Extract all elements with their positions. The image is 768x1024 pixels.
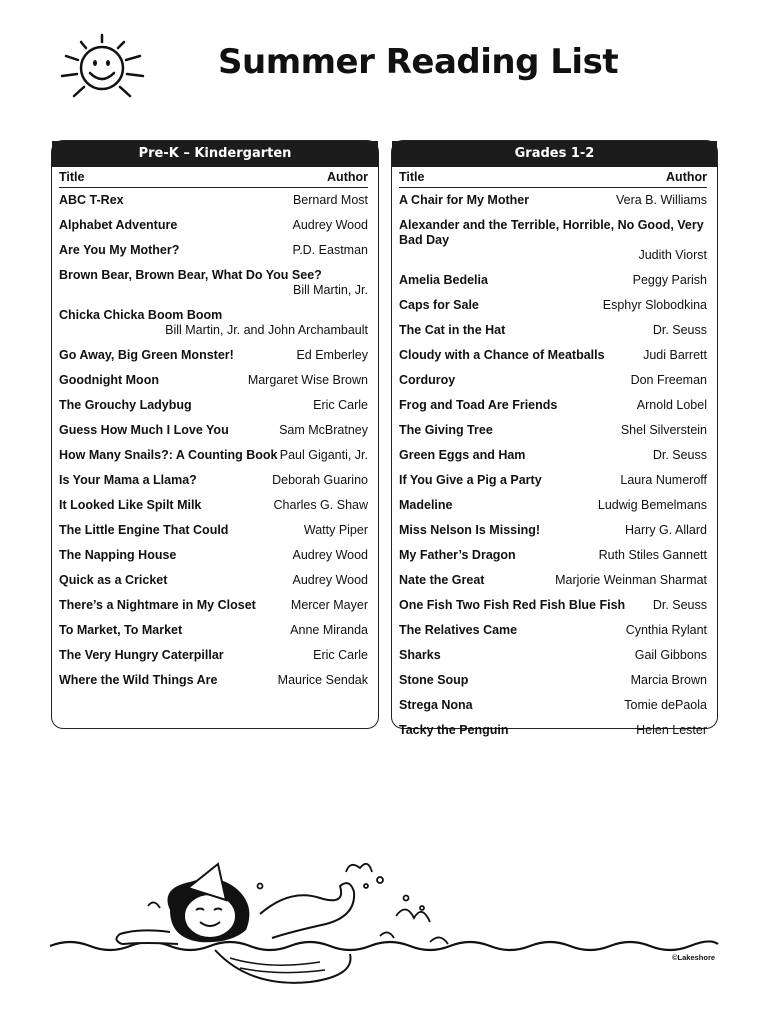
book-title: Green Eggs and Ham [399,448,526,462]
book-title: Frog and Toad Are Friends [399,398,558,412]
section-heading: Pre-K – Kindergarten [52,141,378,167]
book-author: Harry G. Allard [625,523,707,537]
book-row [399,668,707,693]
book-author: Dr. Seuss [652,598,707,612]
book-title: The Cat in the Hat [399,323,506,337]
book-title: My Father’s Dragon [399,548,516,562]
book-row [399,368,707,393]
book-row [59,643,368,668]
book-title: The Grouchy Ladybug [59,398,192,412]
book-author: Watty Piper [303,523,368,537]
book-title: A Chair for My Mother [399,193,530,207]
book-title: One Fish Two Fish Red Fish Blue Fish [399,598,626,612]
book-title: Cloudy with a Chance of Meatballs [399,348,605,362]
book-author: Peggy Parish [632,273,707,287]
book-author: Vera B. Williams [616,193,707,207]
book-row [59,568,368,593]
book-author: Eric Carle [313,648,368,662]
book-author: Ludwig Bemelmans [597,498,707,512]
book-author: Sam McBratney [279,423,368,437]
book-author: Audrey Wood [292,548,368,562]
book-row [59,368,368,393]
book-row [399,568,707,593]
book-author: Ed Emberley [296,348,368,362]
book-title: Nate the Great [399,573,485,587]
book-row [399,418,707,443]
book-author: Cynthia Rylant [625,623,707,637]
book-title: It Looked Like Spilt Milk [59,498,202,512]
book-author: Marcia Brown [630,673,707,687]
book-title: Stone Soup [399,673,469,687]
book-row [59,493,368,518]
book-row [59,263,368,303]
author-column-header: Author [327,170,368,184]
book-title: Corduroy [399,373,456,387]
book-title: There’s a Nightmare in My Closet [59,598,256,612]
book-author: Maurice Sendak [277,673,368,687]
book-title: If You Give a Pig a Party [399,473,542,487]
book-author: Anne Miranda [290,623,368,637]
book-title: Caps for Sale [399,298,479,312]
column-headers [59,169,368,188]
book-row [399,293,707,318]
book-title: Strega Nona [399,698,473,712]
book-row [399,443,707,468]
book-title: The Giving Tree [399,423,493,437]
book-row [399,493,707,518]
book-row [399,718,707,743]
book-author: Bill Martin, Jr. and John Archambault [165,323,368,337]
book-author: Arnold Lobel [636,398,707,412]
book-row [399,343,707,368]
book-author: Audrey Wood [292,218,368,232]
book-author: Helen Lester [636,723,707,737]
book-title: The Very Hungry Caterpillar [59,648,224,662]
book-row [59,238,368,263]
column-headers [399,169,707,188]
book-author: Paul Giganti, Jr. [279,448,368,462]
book-row [399,518,707,543]
book-title: Are You My Mother? [59,243,180,257]
book-author: Gail Gibbons [634,648,707,662]
book-list [59,188,368,693]
book-author: Bill Martin, Jr. [292,283,368,297]
swimming-child-illustration [50,858,720,988]
page-title: Summer Reading List [218,42,619,82]
book-author: Audrey Wood [292,573,368,587]
book-row [59,443,368,468]
book-row [399,318,707,343]
book-row [59,618,368,643]
book-title: Quick as a Cricket [59,573,168,587]
book-author: Judi Barrett [643,348,707,362]
book-title: The Little Engine That Could [59,523,229,537]
book-author: Ruth Stiles Gannett [598,548,707,562]
book-title: Sharks [399,648,441,662]
book-row [399,693,707,718]
book-title: Goodnight Moon [59,373,159,387]
book-title: How Many Snails?: A Counting Book [59,448,278,462]
prek-kindergarten-panel [51,140,379,729]
book-title: ABC T-Rex [59,193,124,207]
book-title: Amelia Bedelia [399,273,488,287]
section-heading: Grades 1-2 [392,141,717,167]
book-title: Where the Wild Things Are [59,673,218,687]
book-row [399,593,707,618]
book-row [399,188,707,213]
book-row [59,468,368,493]
book-author: Marjorie Weinman Sharmat [555,573,707,587]
book-row [399,213,707,268]
book-author: Bernard Most [292,193,368,207]
book-author: Margaret Wise Brown [247,373,368,387]
book-row [59,543,368,568]
book-title: Brown Bear, Brown Bear, What Do You See? [59,268,322,282]
book-author: P.D. Eastman [292,243,368,257]
book-title: The Napping House [59,548,177,562]
book-row [59,188,368,213]
book-row [59,518,368,543]
book-author: Deborah Guarino [272,473,368,487]
book-title: Miss Nelson Is Missing! [399,523,541,537]
book-author: Charles G. Shaw [273,498,368,512]
book-row [399,543,707,568]
book-row [399,618,707,643]
book-title: Madeline [399,498,453,512]
title-column-header: Title [399,170,425,184]
book-author: Judith Viorst [638,248,707,262]
book-title: Is Your Mama a Llama? [59,473,197,487]
book-author: Esphyr Slobodkina [602,298,707,312]
title-column-header: Title [59,170,85,184]
book-row [399,268,707,293]
book-row [59,418,368,443]
book-title: Alexander and the Terrible, Horrible, No Good, Very Bad Day [399,218,704,247]
book-author: Dr. Seuss [652,323,707,337]
book-author: Tomie dePaola [624,698,707,712]
book-author: Dr. Seuss [652,448,707,462]
book-row [59,343,368,368]
author-column-header: Author [666,170,707,184]
book-list [399,188,707,743]
book-author: Don Freeman [630,373,707,387]
book-title: Tacky the Penguin [399,723,509,737]
book-title: Alphabet Adventure [59,218,178,232]
book-row [399,468,707,493]
grades-1-2-panel [391,140,718,737]
book-row [59,393,368,418]
book-author: Laura Numeroff [620,473,707,487]
book-author: Shel Silverstein [620,423,707,437]
book-title: Go Away, Big Green Monster! [59,348,234,362]
book-title: To Market, To Market [59,623,183,637]
book-author: Mercer Mayer [290,598,368,612]
book-title: The Relatives Came [399,623,518,637]
book-row [59,213,368,238]
book-row [59,668,368,693]
book-title: Chicka Chicka Boom Boom [59,308,223,322]
book-row [59,303,368,343]
book-row [399,643,707,668]
copyright-notice: ©Lakeshore [672,953,716,962]
smiling-sun-icon [56,34,148,100]
book-title: Guess How Much I Love You [59,423,229,437]
book-row [399,393,707,418]
book-author: Eric Carle [313,398,368,412]
book-row [59,593,368,618]
